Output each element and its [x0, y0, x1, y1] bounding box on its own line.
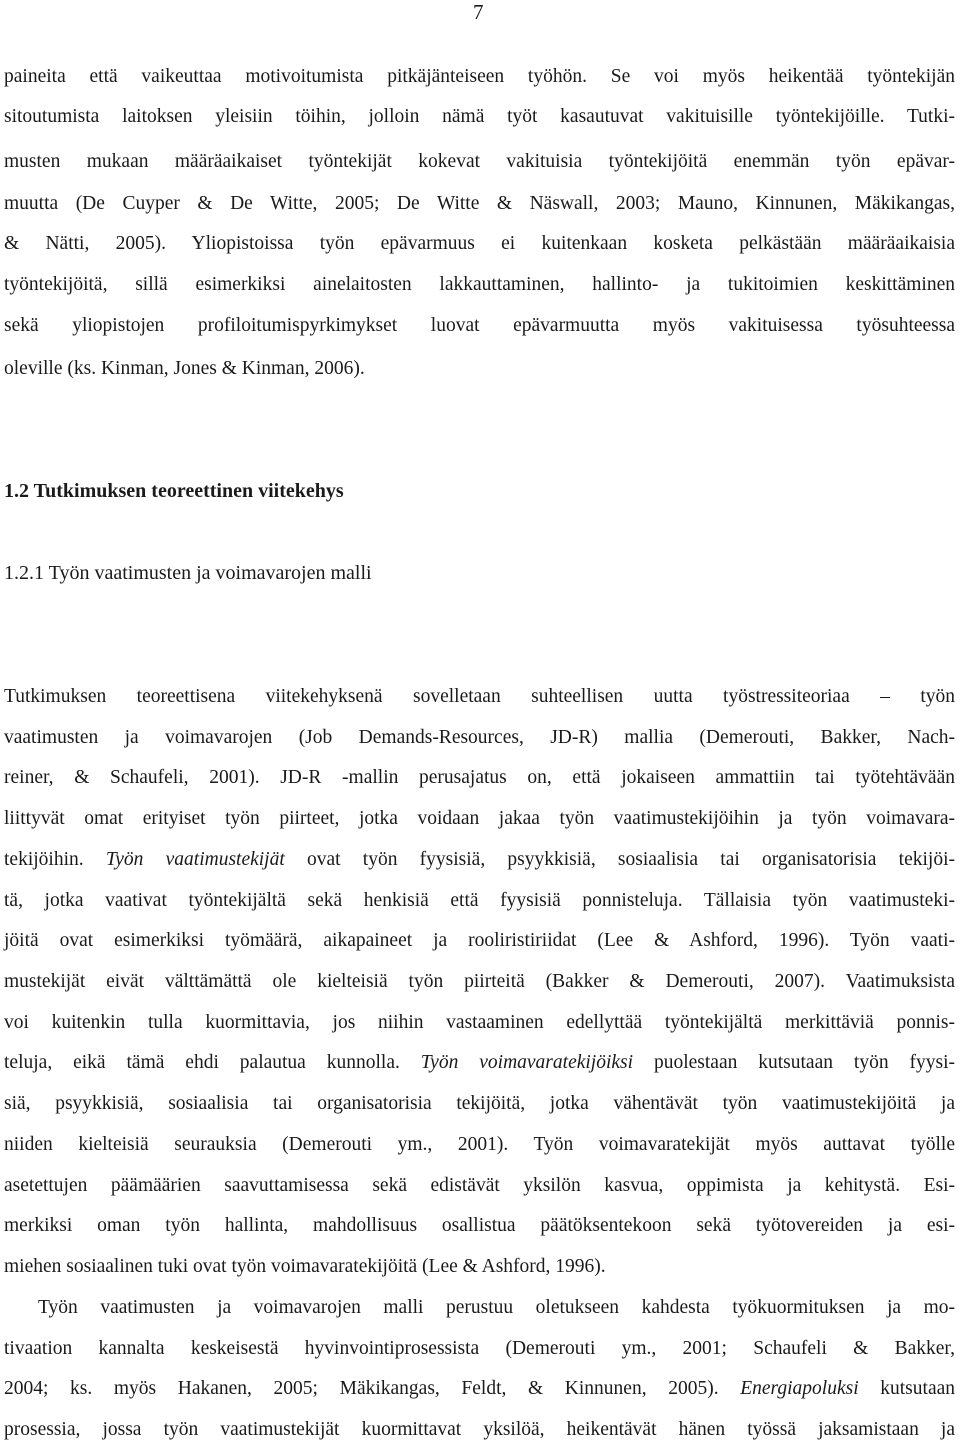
paragraph-line: siä, psyykkisiä, sosiaalisia tai organisatorisia tekijöitä, jotka vähentävät työn vaatimustekijöitä ja: [4, 1093, 955, 1114]
paragraph-line: oleville (ks. Kinman, Jones & Kinman, 2006).: [4, 358, 365, 379]
paragraph-line: työntekijöitä, sillä esimerkiksi ainelaitosten lakkauttaminen, hallinto- ja tukitoimien keskittäminen: [4, 274, 955, 295]
paragraph-line: miehen sosiaalinen tuki ovat työn voimavaratekijöitä (Lee & Ashford, 1996).: [4, 1256, 606, 1277]
paragraph-line: jöitä ovat esimerkiksi työmäärä, aikapaineet ja rooliristiriidat (Lee & Ashford, 1996). Työn vaati-: [4, 930, 955, 951]
paragraph-line: reiner, & Schaufeli, 2001). JD-R -mallin perusajatus on, että jokaiseen ammattiin tai työtehtävään: [4, 767, 955, 788]
paragraph-line: sitoutumista laitoksen yleisiin töihin, jolloin nämä työt kasautuvat vakituisille työntekijöille. Tutki-: [4, 106, 955, 127]
paragraph-line: niiden kielteisiä seurauksia (Demerouti ym., 2001). Työn voimavaratekijät myös auttavat työlle: [4, 1134, 955, 1155]
text-run: ovat työn fyysisiä, psyykkisiä, sosiaalisia tai organisatorisia tekijöi-: [284, 849, 955, 870]
paragraph-line: [4, 848, 955, 872]
paragraph-line: Työn vaatimusten ja voimavarojen malli perustuu oletukseen kahdesta työkuormituksen ja mo-: [38, 1297, 955, 1318]
text-run: 2004; ks. myös Hakanen, 2005; Mäkikangas, Feldt, & Kinnunen, 2005).: [4, 1378, 741, 1399]
paragraph-line: liittyvät omat erityiset työn piirteet, jotka voidaan jakaa työn vaatimustekijöihin ja työn voimavara-: [4, 808, 955, 829]
paragraph-line: [4, 1051, 955, 1075]
paragraph-line: & Nätti, 2005). Yliopistoissa työn epävarmuus ei kuitenkaan kosketa pelkästään määräaikaisia: [4, 233, 955, 254]
italic-term: Työn voimavaratekijöiksi: [420, 1052, 634, 1073]
paragraph-line: sekä yliopistojen profiloitumispyrkimykset luovat epävarmuutta myös vakituisessa työsuhteessa: [4, 315, 955, 336]
paragraph-line: prosessia, jossa työn vaatimustekijät kuormittavat yksilöä, heikentävät hänen työssä jaksamistaan ja: [4, 1419, 955, 1440]
paragraph-line: mustekijät eivät välttämättä ole kielteisiä työn piirteitä (Bakker & Demerouti, 2007). Vaatimuksista: [4, 971, 955, 992]
page-number: 7: [473, 0, 484, 24]
text-run: puolestaan kutsutaan työn fyysi-: [633, 1052, 955, 1073]
paragraph-line: tä, jotka vaativat työntekijältä sekä henkisiä että fyysisiä ponnisteluja. Tällaisia työn vaatimusteki-: [4, 890, 955, 911]
italic-term: Energiapoluksi: [740, 1378, 859, 1399]
paragraph-line: voi kuitenkin tulla kuormittavia, jos niihin vastaaminen edellyttää työntekijältä merkittäviä ponnis-: [4, 1012, 955, 1033]
paragraph-line: muutta (De Cuyper & De Witte, 2005; De Witte & Näswall, 2003; Mauno, Kinnunen, Mäkikangas,: [4, 193, 955, 214]
paragraph-line: asetettujen päämäärien saavuttamisessa sekä edistävät yksilön kasvua, oppimista ja kehitystä. Esi-: [4, 1175, 955, 1196]
paragraph-line: musten mukaan määräaikaiset työntekijät kokevat vakituisia työntekijöitä enemmän työn epävar-: [4, 151, 955, 172]
paragraph-line: merkiksi oman työn hallinta, mahdollisuus osallistua päätöksentekoon sekä työtovereiden ja esi-: [4, 1215, 955, 1236]
text-run: tekijöihin.: [4, 849, 106, 870]
paragraph-line: tivaation kannalta keskeisestä hyvinvointiprosessista (Demerouti ym., 2001; Schaufeli & Bakker,: [4, 1338, 955, 1359]
paragraph-line: paineita että vaikeuttaa motivoitumista pitkäjänteiseen työhön. Se voi myös heikentää työntekijän: [4, 66, 955, 87]
paragraph-line: [4, 1377, 955, 1401]
text-run: teluja, eikä tämä ehdi palautua kunnolla.: [4, 1052, 421, 1073]
text-run: kutsutaan: [858, 1378, 955, 1399]
paragraph-line: Tutkimuksen teoreettisena viitekehyksenä sovelletaan suhteellisen uutta työstressiteoriaa – työn: [4, 686, 955, 707]
section-heading: 1.2 Tutkimuksen teoreettinen viitekehys: [4, 480, 344, 502]
paragraph-line: vaatimusten ja voimavarojen (Job Demands-Resources, JD-R) mallia (Demerouti, Bakker, Nach-: [4, 727, 955, 748]
subsection-heading: 1.2.1 Työn vaatimusten ja voimavarojen malli: [4, 562, 372, 584]
italic-term: Työn vaatimustekijät: [105, 849, 285, 870]
